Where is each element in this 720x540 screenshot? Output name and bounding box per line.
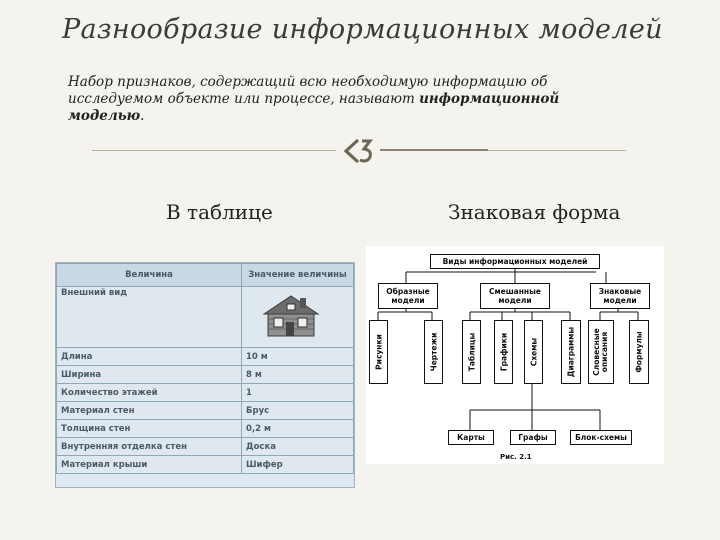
- slide-title: Разнообразие информационных моделей: [62, 14, 663, 45]
- group-node-sign: Знаковые модели: [590, 283, 650, 309]
- leaf-node: [629, 320, 649, 384]
- leaf-label: Графики: [499, 332, 508, 372]
- row-name: Внутренняя отделка стен: [57, 438, 242, 456]
- leaf-node: [424, 320, 443, 384]
- house-table-image: [55, 262, 355, 488]
- leaf-label: Формулы: [634, 331, 644, 373]
- house-icon: [260, 294, 322, 338]
- divider-line-left: [92, 150, 336, 151]
- row-value: Доска: [242, 438, 354, 456]
- leaf-label: Словесные описания: [592, 328, 609, 376]
- header-value: Значение величины: [242, 264, 354, 287]
- row-name: Материал крыши: [57, 456, 242, 474]
- diagram-root-node: Виды информационных моделей: [430, 254, 600, 269]
- row-value: Шифер: [242, 456, 354, 474]
- leaf-label: Схемы: [529, 337, 538, 367]
- leaf-node: [462, 320, 481, 384]
- leaf-node: [494, 320, 513, 384]
- group-node-figurative: Образные модели: [378, 283, 438, 309]
- row-name: Количество этажей: [57, 384, 242, 402]
- row-value: 1: [242, 384, 354, 402]
- row-value: 0,2 м: [242, 420, 354, 438]
- sign-form-heading: Знаковая форма: [448, 200, 621, 224]
- row-name: Толщина стен: [57, 420, 242, 438]
- leaf-label: Рисунки: [374, 334, 383, 370]
- definition-lead: Набор признаков, содержащий всю необходимую информацию об исследуемом объекте или процессе, называют: [68, 74, 548, 107]
- bottom-node: Графы: [510, 430, 556, 445]
- table-row: [57, 287, 354, 348]
- row-name: Внешний вид: [57, 287, 242, 348]
- table-row: [57, 384, 354, 402]
- table-row: [57, 420, 354, 438]
- leaf-label: Диаграммы: [566, 326, 576, 378]
- header-quantity: Величина: [57, 264, 242, 287]
- ornament-icon: [336, 136, 380, 166]
- row-value: Брус: [242, 402, 354, 420]
- table-heading: В таблице: [166, 200, 273, 224]
- leaf-label: Чертежи: [429, 332, 438, 372]
- leaf-node: [588, 320, 614, 384]
- table-row: [57, 456, 354, 474]
- divider-accent: [380, 149, 488, 151]
- definition-tail: .: [140, 108, 145, 124]
- leaf-node: [561, 320, 581, 384]
- row-name: Ширина: [57, 366, 242, 384]
- model-types-diagram: [366, 246, 664, 464]
- row-value: 10 м: [242, 348, 354, 366]
- table-row: [57, 366, 354, 384]
- table-row: [57, 438, 354, 456]
- table-row: [57, 402, 354, 420]
- definition-term: информационной моделью: [68, 91, 560, 124]
- group-node-mixed: Смешанные модели: [480, 283, 550, 309]
- leaf-node: [524, 320, 543, 384]
- house-picture-cell: [242, 287, 354, 348]
- bottom-node: Блок-схемы: [570, 430, 632, 445]
- table-header-row: [57, 264, 354, 287]
- row-value: 8 м: [242, 366, 354, 384]
- definition-text: [68, 74, 608, 125]
- row-name: Материал стен: [57, 402, 242, 420]
- leaf-label: Таблицы: [467, 332, 476, 372]
- row-name: Длина: [57, 348, 242, 366]
- leaf-node: [369, 320, 388, 384]
- table-row: [57, 348, 354, 366]
- bottom-node: Карты: [448, 430, 494, 445]
- house-properties-table: [56, 263, 354, 474]
- figure-caption: Рис. 2.1: [500, 453, 532, 461]
